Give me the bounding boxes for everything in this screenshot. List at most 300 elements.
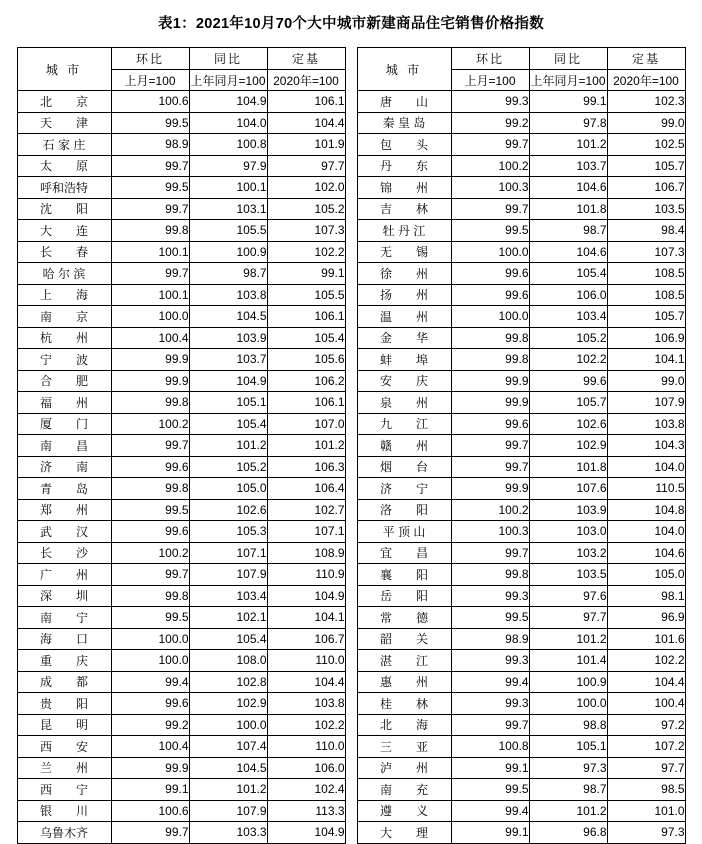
city-name-left: 厦 门 xyxy=(17,413,111,435)
mom-value-left: 99.5 xyxy=(111,499,189,521)
fixed-value-left: 105.6 xyxy=(267,349,345,371)
city-name-left: 西 宁 xyxy=(17,779,111,801)
yoy-value-left: 107.1 xyxy=(189,542,267,564)
table-row xyxy=(17,134,685,156)
city-name-right: 吉 林 xyxy=(357,198,451,220)
fixed-value-left: 104.9 xyxy=(267,822,345,844)
city-name-left: 济 南 xyxy=(17,456,111,478)
mom-value-left: 99.6 xyxy=(111,456,189,478)
mom-value-left: 99.9 xyxy=(111,757,189,779)
city-name-right: 金 华 xyxy=(357,327,451,349)
fixed-value-right: 97.3 xyxy=(607,822,685,844)
table-row xyxy=(17,370,685,392)
city-name-left: 广 州 xyxy=(17,564,111,586)
mom-value-right: 99.7 xyxy=(451,134,529,156)
table-row xyxy=(17,349,685,371)
fixed-value-left: 106.4 xyxy=(267,478,345,500)
yoy-value-left: 105.1 xyxy=(189,392,267,414)
city-name-left: 合 肥 xyxy=(17,370,111,392)
yoy-value-left: 103.9 xyxy=(189,327,267,349)
city-name-left: 长 春 xyxy=(17,241,111,263)
column-gap xyxy=(345,628,357,650)
fixed-value-left: 108.9 xyxy=(267,542,345,564)
fixed-value-right: 106.9 xyxy=(607,327,685,349)
column-gap xyxy=(345,112,357,134)
fixed-value-right: 104.6 xyxy=(607,542,685,564)
yoy-value-left: 102.6 xyxy=(189,499,267,521)
table-row xyxy=(17,521,685,543)
city-name-right: 大 理 xyxy=(357,822,451,844)
yoy-value-right: 96.8 xyxy=(529,822,607,844)
fixed-value-right: 107.2 xyxy=(607,736,685,758)
column-gap xyxy=(345,284,357,306)
mom-value-right: 99.8 xyxy=(451,327,529,349)
mom-value-left: 99.5 xyxy=(111,177,189,199)
yoy-value-left: 107.4 xyxy=(189,736,267,758)
fixed-value-left: 113.3 xyxy=(267,800,345,822)
yoy-value-right: 105.2 xyxy=(529,327,607,349)
column-gap xyxy=(345,48,357,91)
yoy-value-left: 98.7 xyxy=(189,263,267,285)
yoy-value-right: 101.4 xyxy=(529,650,607,672)
yoy-value-left: 105.5 xyxy=(189,220,267,242)
header-mom-base-right: 上月=100 xyxy=(451,70,529,91)
mom-value-left: 99.9 xyxy=(111,370,189,392)
city-name-right: 北 海 xyxy=(357,714,451,736)
fixed-value-left: 101.2 xyxy=(267,435,345,457)
city-name-right: 平 顶 山 xyxy=(357,521,451,543)
header-yoy-base-left: 上年同月=100 xyxy=(189,70,267,91)
fixed-value-left: 104.1 xyxy=(267,607,345,629)
fixed-value-right: 101.0 xyxy=(607,800,685,822)
table-row xyxy=(17,392,685,414)
table-row xyxy=(17,714,685,736)
mom-value-right: 99.9 xyxy=(451,392,529,414)
city-name-right: 秦 皇 岛 xyxy=(357,112,451,134)
header-mom-left: 环比 xyxy=(111,48,189,70)
fixed-value-right: 108.5 xyxy=(607,284,685,306)
fixed-value-left: 105.2 xyxy=(267,198,345,220)
yoy-value-right: 98.7 xyxy=(529,220,607,242)
city-name-right: 锦 州 xyxy=(357,177,451,199)
mom-value-right: 99.3 xyxy=(451,585,529,607)
city-name-left: 福 州 xyxy=(17,392,111,414)
yoy-value-left: 101.2 xyxy=(189,435,267,457)
mom-value-left: 99.9 xyxy=(111,349,189,371)
fixed-value-left: 106.1 xyxy=(267,91,345,113)
column-gap xyxy=(345,779,357,801)
table-row xyxy=(17,499,685,521)
city-name-right: 九 江 xyxy=(357,413,451,435)
mom-value-right: 99.6 xyxy=(451,284,529,306)
table-row xyxy=(17,112,685,134)
yoy-value-left: 104.5 xyxy=(189,757,267,779)
yoy-value-right: 97.3 xyxy=(529,757,607,779)
yoy-value-right: 103.2 xyxy=(529,542,607,564)
city-name-right: 丹 东 xyxy=(357,155,451,177)
yoy-value-left: 105.2 xyxy=(189,456,267,478)
yoy-value-right: 107.6 xyxy=(529,478,607,500)
city-name-right: 洛 阳 xyxy=(357,499,451,521)
yoy-value-left: 103.8 xyxy=(189,284,267,306)
fixed-value-left: 110.0 xyxy=(267,650,345,672)
table-row xyxy=(17,671,685,693)
price-index-table xyxy=(17,47,686,844)
column-gap xyxy=(345,177,357,199)
mom-value-right: 100.8 xyxy=(451,736,529,758)
mom-value-right: 99.3 xyxy=(451,693,529,715)
table-row xyxy=(17,607,685,629)
fixed-value-left: 104.4 xyxy=(267,112,345,134)
mom-value-right: 100.2 xyxy=(451,499,529,521)
yoy-value-right: 102.6 xyxy=(529,413,607,435)
mom-value-right: 100.3 xyxy=(451,177,529,199)
fixed-value-right: 98.4 xyxy=(607,220,685,242)
table-row xyxy=(17,585,685,607)
city-name-left: 长 沙 xyxy=(17,542,111,564)
table-row xyxy=(17,306,685,328)
mom-value-right: 99.7 xyxy=(451,714,529,736)
column-gap xyxy=(345,650,357,672)
yoy-value-left: 100.9 xyxy=(189,241,267,263)
mom-value-left: 99.5 xyxy=(111,607,189,629)
fixed-value-left: 102.4 xyxy=(267,779,345,801)
header-fixed-left: 定基 xyxy=(267,48,345,70)
mom-value-left: 100.2 xyxy=(111,413,189,435)
mom-value-left: 99.7 xyxy=(111,155,189,177)
city-name-left: 海 口 xyxy=(17,628,111,650)
city-name-left: 沈 阳 xyxy=(17,198,111,220)
fixed-value-right: 96.9 xyxy=(607,607,685,629)
yoy-value-right: 105.4 xyxy=(529,263,607,285)
fixed-value-right: 106.7 xyxy=(607,177,685,199)
fixed-value-left: 103.8 xyxy=(267,693,345,715)
table-row xyxy=(17,456,685,478)
city-name-left: 银 川 xyxy=(17,800,111,822)
city-name-right: 扬 州 xyxy=(357,284,451,306)
yoy-value-right: 103.7 xyxy=(529,155,607,177)
column-gap xyxy=(345,413,357,435)
fixed-value-right: 108.5 xyxy=(607,263,685,285)
header-city-left: 城 市 xyxy=(17,48,111,91)
city-name-left: 昆 明 xyxy=(17,714,111,736)
yoy-value-left: 101.2 xyxy=(189,779,267,801)
fixed-value-right: 98.1 xyxy=(607,585,685,607)
city-name-right: 泉 州 xyxy=(357,392,451,414)
table-row xyxy=(17,220,685,242)
fixed-value-right: 99.0 xyxy=(607,112,685,134)
column-gap xyxy=(345,542,357,564)
column-gap xyxy=(345,91,357,113)
mom-value-left: 99.7 xyxy=(111,198,189,220)
yoy-value-left: 105.3 xyxy=(189,521,267,543)
yoy-value-right: 105.1 xyxy=(529,736,607,758)
mom-value-left: 98.9 xyxy=(111,134,189,156)
yoy-value-left: 105.4 xyxy=(189,413,267,435)
table-row xyxy=(17,478,685,500)
mom-value-right: 99.7 xyxy=(451,542,529,564)
fixed-value-right: 105.0 xyxy=(607,564,685,586)
mom-value-left: 99.8 xyxy=(111,585,189,607)
column-gap xyxy=(345,671,357,693)
yoy-value-left: 104.0 xyxy=(189,112,267,134)
fixed-value-right: 102.3 xyxy=(607,91,685,113)
mom-value-left: 99.8 xyxy=(111,478,189,500)
city-name-right: 南 充 xyxy=(357,779,451,801)
city-name-right: 惠 州 xyxy=(357,671,451,693)
mom-value-left: 99.2 xyxy=(111,714,189,736)
column-gap xyxy=(345,800,357,822)
city-name-right: 桂 林 xyxy=(357,693,451,715)
city-name-right: 烟 台 xyxy=(357,456,451,478)
mom-value-left: 100.1 xyxy=(111,284,189,306)
mom-value-right: 99.4 xyxy=(451,671,529,693)
yoy-value-right: 99.1 xyxy=(529,91,607,113)
city-name-left: 深 圳 xyxy=(17,585,111,607)
city-name-left: 贵 阳 xyxy=(17,693,111,715)
fixed-value-right: 104.4 xyxy=(607,671,685,693)
yoy-value-left: 105.4 xyxy=(189,628,267,650)
header-fixed-base-left: 2020年=100 xyxy=(267,70,345,91)
table-row xyxy=(17,198,685,220)
city-name-left: 大 连 xyxy=(17,220,111,242)
table-title: 表1：2021年10月70个大中城市新建商品住宅销售价格指数 xyxy=(157,16,545,32)
table-row xyxy=(17,542,685,564)
mom-value-right: 100.0 xyxy=(451,306,529,328)
mom-value-right: 99.5 xyxy=(451,220,529,242)
mom-value-left: 100.1 xyxy=(111,241,189,263)
fixed-value-left: 99.1 xyxy=(267,263,345,285)
city-name-left: 哈 尔 滨 xyxy=(17,263,111,285)
yoy-value-right: 100.9 xyxy=(529,671,607,693)
column-gap xyxy=(345,220,357,242)
yoy-value-left: 107.9 xyxy=(189,564,267,586)
mom-value-right: 99.3 xyxy=(451,91,529,113)
table-row xyxy=(17,177,685,199)
mom-value-left: 99.7 xyxy=(111,263,189,285)
yoy-value-right: 97.8 xyxy=(529,112,607,134)
column-gap xyxy=(345,134,357,156)
header-fixed-base-right: 2020年=100 xyxy=(607,70,685,91)
yoy-value-right: 104.6 xyxy=(529,177,607,199)
yoy-value-left: 100.0 xyxy=(189,714,267,736)
fixed-value-left: 104.9 xyxy=(267,585,345,607)
yoy-value-left: 103.4 xyxy=(189,585,267,607)
mom-value-left: 99.6 xyxy=(111,693,189,715)
column-gap xyxy=(345,736,357,758)
mom-value-right: 99.2 xyxy=(451,112,529,134)
column-gap xyxy=(345,478,357,500)
table-body xyxy=(17,91,685,844)
mom-value-right: 99.9 xyxy=(451,478,529,500)
column-gap xyxy=(345,349,357,371)
fixed-value-right: 100.4 xyxy=(607,693,685,715)
mom-value-right: 99.7 xyxy=(451,456,529,478)
fixed-value-left: 101.9 xyxy=(267,134,345,156)
yoy-value-left: 105.0 xyxy=(189,478,267,500)
mom-value-right: 99.8 xyxy=(451,564,529,586)
fixed-value-right: 99.0 xyxy=(607,370,685,392)
table-row xyxy=(17,779,685,801)
fixed-value-left: 105.5 xyxy=(267,284,345,306)
header-city-right: 城 市 xyxy=(357,48,451,91)
city-name-left: 杭 州 xyxy=(17,327,111,349)
header-mom-base-left: 上月=100 xyxy=(111,70,189,91)
fixed-value-right: 104.3 xyxy=(607,435,685,457)
city-name-left: 乌鲁木齐 xyxy=(17,822,111,844)
city-name-right: 赣 州 xyxy=(357,435,451,457)
table-row xyxy=(17,155,685,177)
city-name-right: 湛 江 xyxy=(357,650,451,672)
yoy-value-left: 103.3 xyxy=(189,822,267,844)
city-name-left: 呼和浩特 xyxy=(17,177,111,199)
header-yoy-left: 同比 xyxy=(189,48,267,70)
city-name-right: 济 宁 xyxy=(357,478,451,500)
city-name-right: 岳 阳 xyxy=(357,585,451,607)
fixed-value-right: 104.8 xyxy=(607,499,685,521)
city-name-right: 温 州 xyxy=(357,306,451,328)
city-name-right: 唐 山 xyxy=(357,91,451,113)
city-name-right: 蚌 埠 xyxy=(357,349,451,371)
fixed-value-left: 105.4 xyxy=(267,327,345,349)
city-name-right: 韶 关 xyxy=(357,628,451,650)
yoy-value-right: 102.9 xyxy=(529,435,607,457)
mom-value-left: 99.7 xyxy=(111,435,189,457)
yoy-value-left: 102.8 xyxy=(189,671,267,693)
fixed-value-right: 97.7 xyxy=(607,757,685,779)
column-gap xyxy=(345,757,357,779)
fixed-value-right: 103.8 xyxy=(607,413,685,435)
yoy-value-right: 103.4 xyxy=(529,306,607,328)
fixed-value-right: 105.7 xyxy=(607,306,685,328)
city-name-left: 南 京 xyxy=(17,306,111,328)
city-name-left: 武 汉 xyxy=(17,521,111,543)
fixed-value-left: 106.7 xyxy=(267,628,345,650)
table-row xyxy=(17,693,685,715)
table-row xyxy=(17,628,685,650)
mom-value-left: 100.6 xyxy=(111,91,189,113)
yoy-value-right: 101.8 xyxy=(529,198,607,220)
mom-value-left: 99.8 xyxy=(111,220,189,242)
yoy-value-right: 97.7 xyxy=(529,607,607,629)
mom-value-left: 99.7 xyxy=(111,564,189,586)
yoy-value-left: 100.1 xyxy=(189,177,267,199)
table-row xyxy=(17,91,685,113)
column-gap xyxy=(345,306,357,328)
yoy-value-right: 105.7 xyxy=(529,392,607,414)
yoy-value-left: 102.1 xyxy=(189,607,267,629)
table-row xyxy=(17,241,685,263)
column-gap xyxy=(345,198,357,220)
fixed-value-left: 106.2 xyxy=(267,370,345,392)
table-row xyxy=(17,757,685,779)
column-gap xyxy=(345,521,357,543)
yoy-value-left: 108.0 xyxy=(189,650,267,672)
mom-value-right: 100.0 xyxy=(451,241,529,263)
yoy-value-left: 107.9 xyxy=(189,800,267,822)
yoy-value-left: 97.9 xyxy=(189,155,267,177)
column-gap xyxy=(345,263,357,285)
city-name-right: 常 德 xyxy=(357,607,451,629)
yoy-value-right: 98.7 xyxy=(529,779,607,801)
fixed-value-right: 104.0 xyxy=(607,521,685,543)
table-row xyxy=(17,650,685,672)
table-row xyxy=(17,800,685,822)
fixed-value-left: 106.3 xyxy=(267,456,345,478)
city-name-left: 南 昌 xyxy=(17,435,111,457)
fixed-value-right: 97.2 xyxy=(607,714,685,736)
yoy-value-right: 99.6 xyxy=(529,370,607,392)
city-name-right: 无 锡 xyxy=(357,241,451,263)
mom-value-right: 98.9 xyxy=(451,628,529,650)
city-name-right: 遵 义 xyxy=(357,800,451,822)
fixed-value-right: 104.0 xyxy=(607,456,685,478)
table-row xyxy=(17,822,685,844)
mom-value-right: 99.6 xyxy=(451,413,529,435)
city-name-right: 泸 州 xyxy=(357,757,451,779)
fixed-value-left: 106.1 xyxy=(267,306,345,328)
city-name-left: 太 原 xyxy=(17,155,111,177)
fixed-value-right: 107.3 xyxy=(607,241,685,263)
city-name-left: 上 海 xyxy=(17,284,111,306)
fixed-value-left: 102.2 xyxy=(267,241,345,263)
table-row xyxy=(17,263,685,285)
fixed-value-left: 106.1 xyxy=(267,392,345,414)
mom-value-right: 99.7 xyxy=(451,198,529,220)
column-gap xyxy=(345,607,357,629)
mom-value-right: 100.2 xyxy=(451,155,529,177)
city-name-left: 青 岛 xyxy=(17,478,111,500)
city-name-right: 三 亚 xyxy=(357,736,451,758)
yoy-value-right: 102.2 xyxy=(529,349,607,371)
mom-value-right: 99.7 xyxy=(451,435,529,457)
mom-value-right: 99.1 xyxy=(451,757,529,779)
fixed-value-left: 97.7 xyxy=(267,155,345,177)
header-yoy-right: 同比 xyxy=(529,48,607,70)
mom-value-right: 99.3 xyxy=(451,650,529,672)
fixed-value-right: 104.1 xyxy=(607,349,685,371)
column-gap xyxy=(345,564,357,586)
fixed-value-left: 110.9 xyxy=(267,564,345,586)
city-name-left: 兰 州 xyxy=(17,757,111,779)
city-name-right: 襄 阳 xyxy=(357,564,451,586)
mom-value-right: 99.5 xyxy=(451,779,529,801)
fixed-value-right: 105.7 xyxy=(607,155,685,177)
table-row xyxy=(17,564,685,586)
fixed-value-right: 102.2 xyxy=(607,650,685,672)
fixed-value-right: 98.5 xyxy=(607,779,685,801)
yoy-value-right: 101.2 xyxy=(529,800,607,822)
column-gap xyxy=(345,585,357,607)
city-name-left: 郑 州 xyxy=(17,499,111,521)
yoy-value-right: 101.2 xyxy=(529,628,607,650)
column-gap xyxy=(345,327,357,349)
fixed-value-left: 102.2 xyxy=(267,714,345,736)
fixed-value-left: 107.3 xyxy=(267,220,345,242)
yoy-value-left: 104.9 xyxy=(189,91,267,113)
fixed-value-left: 102.0 xyxy=(267,177,345,199)
yoy-value-right: 103.5 xyxy=(529,564,607,586)
fixed-value-right: 107.9 xyxy=(607,392,685,414)
column-gap xyxy=(345,435,357,457)
column-gap xyxy=(345,822,357,844)
city-name-right: 宜 昌 xyxy=(357,542,451,564)
yoy-value-right: 106.0 xyxy=(529,284,607,306)
yoy-value-right: 103.0 xyxy=(529,521,607,543)
city-name-left: 南 宁 xyxy=(17,607,111,629)
fixed-value-right: 102.5 xyxy=(607,134,685,156)
yoy-value-left: 104.9 xyxy=(189,370,267,392)
